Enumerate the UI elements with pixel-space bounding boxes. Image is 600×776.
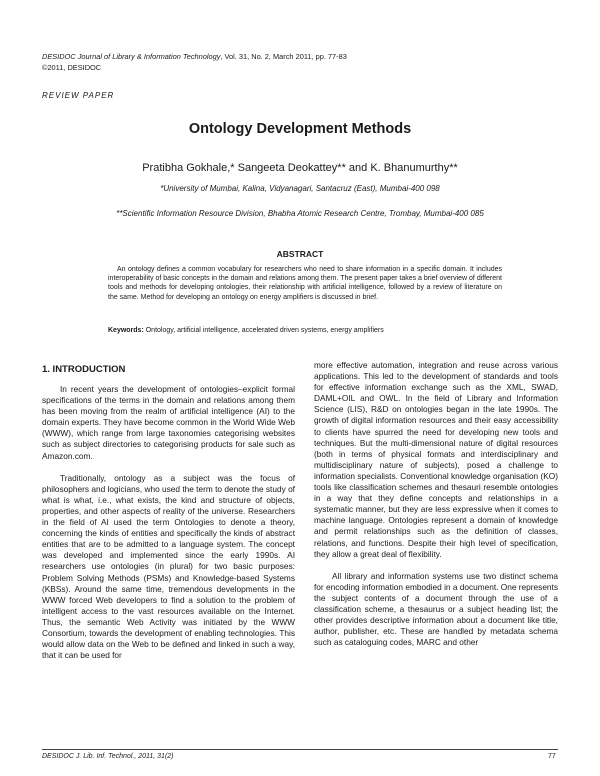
affiliation-1: *University of Mumbai, Kalina, Vidyanagari, Santacruz (East), Mumbai-400 098 <box>160 184 440 193</box>
author-list: Pratibha Gokhale,* Sangeeta Deokattey** and K. Bhanumurthy** <box>142 162 458 174</box>
journal-citation-header <box>42 52 347 73</box>
paragraph: Traditionally, ontology as a subject was the focus of philosophers and logicians, who used the term to denote the study of what is what, i.e., what exists, the kind and structure of objects, properties, and other aspects of reality of the universe. Researchers in the field of AI used the term Ontologies to denote a theory, concerning the kinds of entities and specifically the kinds of abstract entities that are to be admitted to a language system. The concept was developed and implemented since the early 1990s. AI researchers use ontologies (in plural) for two basic purposes: Problem Solving Methods (PSMs) and Knowledge-based Systems (KBSs). Around the same time, tremendous developments in the WWW forced Web developers to find a solution to the problem of intelligent access to the vast resources available on the Internet. Thus, the semantic Web Activity was initiated by the WWW Consortium, towards the development of enabling technologies. This would allow data on the Web to be defined and linked in such a way, that it can be used for <box>42 472 295 661</box>
keywords-list: Ontology, artificial intelligence, accelerated driven systems, energy amplifiers <box>143 327 384 334</box>
copyright-line: ©2011, DESIDOC <box>42 62 102 72</box>
abstract-text: An ontology defines a common vocabulary for researchers who need to share information in a specific domain. It includes interoperability of basic concepts in the domain and relations among them. The present paper takes a brief overview of different tools and methods for developing ontologies, their relationship with artificial intelligence, followed by a review of literature on the same. Method for developing an ontology on energy amplifiers is discussed in brief. <box>108 266 502 301</box>
footer-divider <box>42 749 558 750</box>
body-column-left <box>42 384 295 661</box>
keywords-line <box>108 326 502 335</box>
paragraph: All library and information systems use two distinct schema for encoding information embodied in a document. One represents the subject contents of a document through the use of a classification scheme, a thesaurus or a subject heading list; the other provides descriptive information about a document like title, author, publisher, etc. These are handled by metadata schema such as cataloguing codes, MARC and other <box>314 570 558 648</box>
section-heading: 1. INTRODUCTION <box>42 364 126 375</box>
paragraph: In recent years the development of ontologies–explicit formal specifications of the terms in the domain and relations among them has been moving from the realm of artificial intelligence (AI) to the domain experts. They have become common in the World Wide Web (WWW), which range from large taxonomies categorising websites such as subject directories to categorising products for sale such as Amazon.com. <box>42 384 295 461</box>
body-column-right <box>314 360 558 648</box>
affiliation-2: **Scientific Information Resource Division, Bhabha Atomic Research Centre, Trombay, Mumbai-400 085 <box>116 209 484 218</box>
paper-title: Ontology Development Methods <box>188 121 412 137</box>
paragraph: more effective automation, integration and reuse across various applications. This led to the development of standards and tools for effective information exchange such as the XML, SWAD, DAML+OIL and OWL. In the field of Library and Information Science (LIS), R&D on ontologies began in the late 1990s. The growth of digital information resources and their easy accessibility to clients have spurred the need for developing new tools and techniques. But the multi-dimensional nature of digital resources (both in terms of physical formats and interdisciplinary and multidisciplinary nature of subjects), posed a challenge to information specialists. Conventional knowledge organisation (KO) tools like classification schemes and thesauri resemble ontologies in a way that they define concepts and relationships in a systematic manner, but they are less expressive when it comes to machine language. Ontologies represent a domain of knowledge and permit relationships such as the definition of classes, relations, and functions. Despite their high level of specification, they allow a great deal of flexibility. <box>314 360 558 559</box>
keywords-label: Keywords: <box>108 327 144 334</box>
article-type-label: REVIEW PAPER <box>42 91 115 100</box>
volume-info: , Vol. 31, No. 2, March 2011, pp. 77-83 <box>220 52 347 61</box>
footer-citation: DESIDOC J. Lib. Inf. Technol., 2011, 31(2) <box>42 753 174 760</box>
page-number: 77 <box>548 753 556 760</box>
abstract-heading: ABSTRACT <box>276 249 324 259</box>
journal-name: DESIDOC Journal of Library & Information Technology <box>42 52 221 61</box>
